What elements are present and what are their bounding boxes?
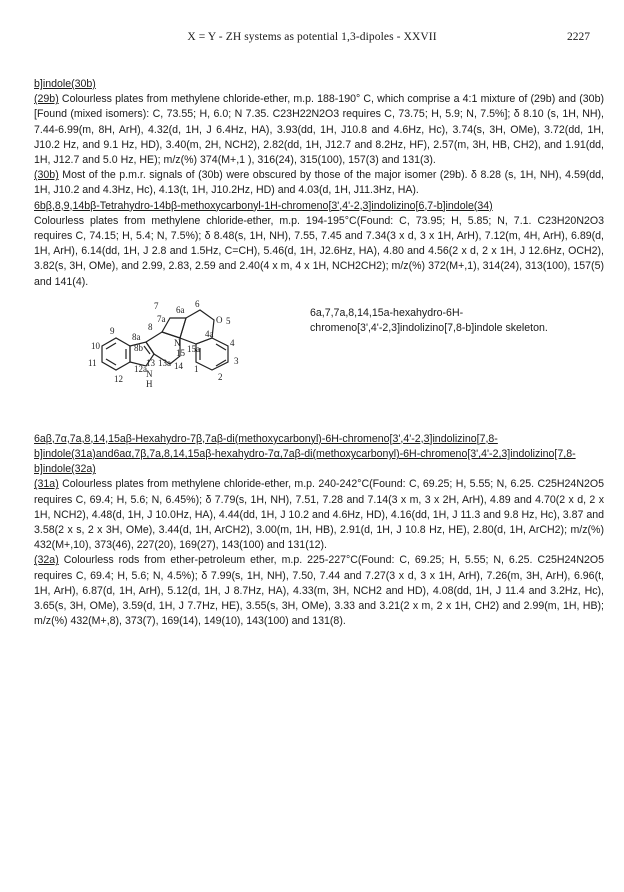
- atom-label: 14: [174, 360, 183, 371]
- atom-label: 8a: [132, 331, 141, 342]
- compound-heading: 6bβ,8,9,14bβ-Tetrahydro-14bβ-methoxycarbonyl-1H-chromeno[3',4'-2,3]indolizino[6,7-b]indole(34): [34, 199, 493, 212]
- atom-label: 13a: [158, 357, 171, 368]
- paragraph-text: Colourless rods from ether-petroleum ether, m.p. 225-227°C(Found: C, 69.25; H, 5.55; N, 6.25. C25H24N2O5 requires C, 69.4; H, 5.6; N, 4.5%); δ 7.99(s, 1H, NH), 7.50, 7.44 and 7.27(3 x d, 3 x 1H, ArH), 7.26(m, 3H, ArH), 6.96(t, 1H, ArH), 6.87(d, 1H, ArH), 5.12(d, 1H, J 8.7Hz, HA), 4.33(m, 3H, NCH2 and HD), 4.08(dd, 1H, J 11.4 and 3.2Hz, Hc), 3.65(s, 3H, OMe), 3.59(d, 1H, J 7.7Hz, HE), 3.55(s, 3H, OMe), 3.33 and 3.21(2 x m, 2 x 1H, CH2) and 2.99(m, 1H, HB); m/z(%) 432(M+,8), 373(7), 169(14), 149(10), 143(100) and 131(8).: [34, 554, 604, 628]
- atom-label: 6: [195, 298, 200, 309]
- compound-label: (29b): [34, 93, 59, 106]
- atom-label: 15: [176, 347, 185, 358]
- atom-label: N: [146, 368, 153, 379]
- atom-label: 9: [110, 325, 115, 336]
- atom-label: N: [174, 337, 181, 348]
- compound-paragraph: [34, 168, 604, 198]
- compound-label: (30b): [34, 169, 59, 182]
- compound-label: (31a): [34, 478, 59, 491]
- skeleton-figure: [34, 294, 604, 432]
- compound-label: (32a): [34, 554, 59, 567]
- atom-label: 7a: [157, 313, 166, 324]
- atom-label: 2: [218, 371, 223, 382]
- atom-label: H: [146, 378, 153, 389]
- paragraph-text: Most of the p.m.r. signals of (30b) were obscured by those of the major isomer (29b). δ 8.28 (s, 1H, NH), 4.59(dd, 1H, J10.2 and 4.3Hz, Hc), 4.13(t, 1H, J10.2Hz, HD) and 4.03(d, 1H, J11.3Hz, HA).: [34, 169, 604, 197]
- atom-label: 4: [230, 337, 235, 348]
- atom-label: 8b: [134, 342, 143, 353]
- running-header: [0, 31, 624, 51]
- compound-heading: b]indole(30b): [34, 78, 96, 90]
- atom-label: 12: [114, 373, 123, 384]
- atom-label: 4a: [205, 328, 214, 339]
- skeleton-structure-diagram: [58, 294, 298, 430]
- compound-paragraph: [34, 477, 604, 553]
- paragraph-text: Colourless plates from methylene chloride-ether, m.p. 240-242°C(Found: C, 69.25; H, 5.55; N, 6.25. C25H24N2O5 requires C, 69.4; H, 5.6; N, 6.45%); δ 7.79(s, 1H, NH), 7.51, 7.28 and 7.14(3 x m, 3 x 2H, ArH), 4.89 and 4.70(2 x d, 2 x 1H, NCH2), 4.48(d, 1H, J 10.0Hz, HA), 4.44(dd, 1H, J 10.2 and 4.6Hz, HD), 4.16(dd, 1H, J 11.3 and 9.8 Hz, Hc), 3.87 and 3.58(2 x s, 2 x 3H, OMe), 3.44(d, 1H, ArCH2), 3.00(m, 1H, HB), 2.91(d, 1H, J 10.8 Hz, HE), 2.80(d, 1H, ArCH2); m/z(%) 432(M+,10), 373(46), 227(20), 169(27), 143(100) and 131(12).: [34, 478, 604, 552]
- atom-label: O: [216, 314, 223, 325]
- compound-paragraph: [34, 553, 604, 629]
- atom-label: 6a: [176, 304, 185, 315]
- atom-label: 10: [91, 340, 100, 351]
- atom-label: 13: [146, 357, 155, 368]
- article-body: [34, 77, 604, 629]
- compound-paragraph: Colourless plates from methylene chloride-ether, m.p. 194-195°C(Found: C, 73.95; H, 5.85; N, 7.1. C23H20N2O3 requires C, 74.15; H, 5.4; N, 7.5%); δ 8.48(s, 1H, NH), 7.55, 7.45 and 7.34(3 x d, 3 x 1H, ArH), 7.12(m, 4H, ArH), 6.89(d, 1H, ArH), 6.14(dd, 1H, J 2.8 and 1.5Hz, C=CH), 5.46(d, 1H, J2.6Hz, HA), 4.80 and 4.56(2 x d, 2 x 1H, J 12.6Hz, OCH2), 3.82(s, 3H, OMe), and 2.99, 2.83, 2.59 and 2.40(4 x m, 4 x 1H, NCH2CH2); m/z(%) 372(M+,1), 314(24), 313(100), 157(5) and 141(4).: [34, 214, 604, 288]
- running-title: X = Y - ZH systems as potential 1,3-dipoles - XXVII: [187, 31, 437, 43]
- atom-label: 1: [194, 363, 199, 374]
- paragraph-text: Colourless plates from methylene chloride-ether, m.p. 188-190° C, which comprise a 4:1 mixture of (29b) and (30b)[Found (mixed isomers): C, 73.55; H, 6.0; N 7.35. C23H22N2O3 requires C, 73.75; H, 5.9; N, 7.5%]; δ 8.10 (s, 1H, NH), 7.44-6.99(m, 8H, ArH), 4.32(d, 1H, J 6.4Hz, HA), 3.93(dd, 1H, J10.8 and 4.6Hz, Hc), 3.74(s, 3H, OMe), 3.72(dd, 1H, J10.2 Hz, and 9.1 Hz, HD), 3.40(m, 2H, NCH2), 2.82(dd, 1H, J12.7 and 8.2Hz, HF), 2.57(m, 3H, HB, CH2), and 1.91(dd, 1H, J12.7 and 5.0 Hz, HE); m/z(%) 374(M+,1 ), 316(24), 315(100), 157(3) and 131(3).: [34, 93, 604, 167]
- atom-label: 8: [148, 321, 153, 332]
- compound-paragraph: [34, 92, 604, 168]
- atom-label: 12a: [134, 363, 147, 374]
- atom-label: 7: [154, 300, 159, 311]
- page-number: 2227: [567, 31, 590, 43]
- atom-label: 3: [234, 355, 239, 366]
- atom-label: 15a: [187, 343, 200, 354]
- atom-label: 11: [88, 357, 97, 368]
- compound-heading: 6aβ,7α,7a,8,14,15aβ-Hexahydro-7β,7aβ-di(methoxycarbonyl)-6H-chromeno[3',4'-2,3]indolizino[7,8-b]indole(31a)and6aα,7β,7a,8,14,15aβ-hexahydro-7α,7aβ-di(methoxycarbonyl)-6H-chromeno[3',4'-2,3]indolizino[7,8-b]indole(32a): [34, 432, 576, 476]
- atom-label: 5: [226, 315, 231, 326]
- skeleton-caption: 6a,7,7a,8,14,15a-hexahydro-6H-chromeno[3',4'-2,3]indolizino[7,8-b]indole skeleton.: [310, 306, 548, 335]
